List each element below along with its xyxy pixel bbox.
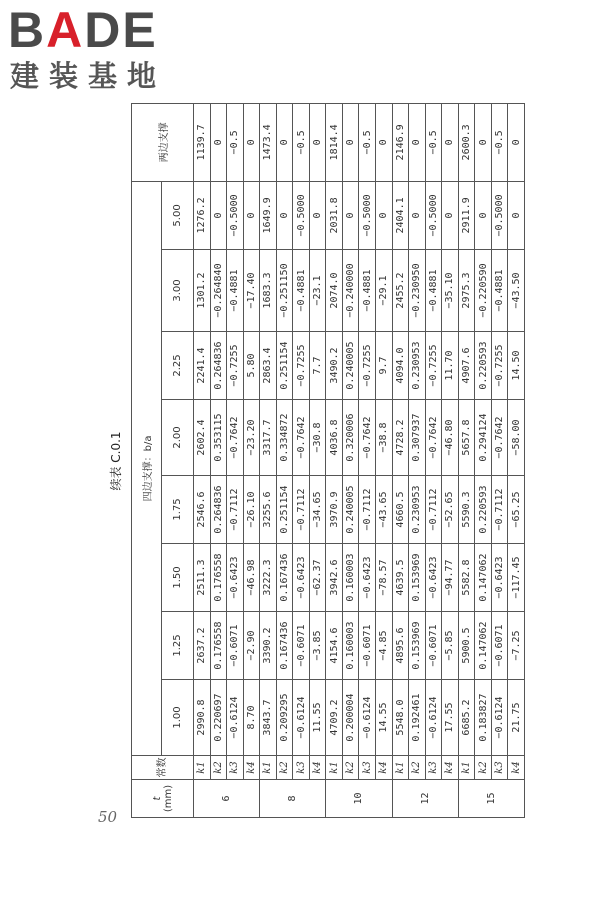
table-row [243,103,260,817]
coefficient-label: k1 [194,756,211,780]
value-cell: −0.6124 [359,680,376,756]
value-cell: 0 [309,103,326,181]
table-row [342,103,359,817]
table-row [508,103,525,817]
value-cell: 1649.9 [260,181,277,249]
ratio-header-cell: 1.75 [162,476,194,544]
table-row [260,103,277,817]
table-row [210,103,227,817]
value-cell: −0.6071 [359,612,376,680]
value-cell: 4094.0 [392,332,409,400]
value-cell: −0.251150 [276,250,293,332]
value-cell: −0.6124 [491,680,508,756]
table-row [293,103,310,817]
value-cell: −46.80 [442,400,459,476]
value-cell: 1814.4 [326,103,343,181]
coefficient-label: k4 [508,756,525,780]
value-cell: 14.50 [508,332,525,400]
value-cell: 3255.6 [260,476,277,544]
value-cell: −5.85 [442,612,459,680]
value-cell: −0.6071 [425,612,442,680]
value-cell: 6685.2 [458,680,475,756]
value-cell: −30.8 [309,400,326,476]
rotated-content [105,104,525,818]
value-cell: −0.7112 [359,476,376,544]
value-cell: 4154.6 [326,612,343,680]
value-cell: 2602.4 [194,400,211,476]
value-cell: 21.75 [508,680,525,756]
coefficient-label: k3 [293,756,310,780]
ratio-header-cell: 1.00 [162,680,194,756]
value-cell: −0.7255 [227,332,244,400]
value-cell: −0.4881 [227,250,244,332]
value-cell: −35.10 [442,250,459,332]
value-cell: −34.65 [309,476,326,544]
value-cell: −0.6124 [293,680,310,756]
value-cell: −0.240000 [342,250,359,332]
coefficient-label: k3 [491,756,508,780]
value-cell: 0.209295 [276,680,293,756]
coefficient-label: k3 [227,756,244,780]
value-cell: 0.220593 [475,332,492,400]
value-cell: 2546.6 [194,476,211,544]
value-cell: −43.50 [508,250,525,332]
ratio-header-cell: 3.00 [162,250,194,332]
table-row [392,103,409,817]
value-cell: 0 [376,181,393,249]
value-cell: −0.7255 [491,332,508,400]
coefficient-label: k1 [326,756,343,780]
value-cell: 5900.5 [458,612,475,680]
page-number: 50 [98,808,118,826]
value-cell: −0.5000 [359,181,376,249]
value-cell: −0.220590 [475,250,492,332]
value-cell: −0.4881 [293,250,310,332]
value-cell: −0.7112 [425,476,442,544]
thickness-cell: 15 [458,780,524,818]
value-cell: 11.55 [309,680,326,756]
coefficient-label: k3 [359,756,376,780]
table-row [442,103,459,817]
value-cell: 0.147062 [475,612,492,680]
value-cell: 0 [376,103,393,181]
value-cell: −0.7642 [425,400,442,476]
value-cell: −62.37 [309,544,326,612]
value-cell: 0.160003 [342,544,359,612]
value-cell: 2990.8 [194,680,211,756]
value-cell: −0.7255 [293,332,310,400]
thickness-cell: 8 [260,780,326,818]
value-cell: 0.294124 [475,400,492,476]
value-cell: 5548.0 [392,680,409,756]
coefficient-label: k3 [425,756,442,780]
value-cell: 0.264836 [210,332,227,400]
value-cell: −2.90 [243,612,260,680]
coefficient-label: k1 [458,756,475,780]
value-cell: −4.85 [376,612,393,680]
value-cell: 2600.3 [458,103,475,181]
value-cell: 3843.7 [260,680,277,756]
value-cell: 5.80 [243,332,260,400]
value-cell: −0.5 [293,103,310,181]
value-cell: 1683.3 [260,250,277,332]
value-cell: −0.7112 [491,476,508,544]
value-cell: 0 [508,181,525,249]
value-cell: 3490.2 [326,332,343,400]
value-cell: 0.192461 [409,680,426,756]
value-cell: 0.167436 [276,612,293,680]
value-cell: 4036.8 [326,400,343,476]
table-row [376,103,393,817]
value-cell: 1276.2 [194,181,211,249]
value-cell: 0.264836 [210,476,227,544]
value-cell: −0.5 [491,103,508,181]
value-cell: −0.5000 [491,181,508,249]
value-cell: 2911.9 [458,181,475,249]
value-cell: 4660.5 [392,476,409,544]
value-cell: 0 [342,103,359,181]
value-cell: 0 [409,181,426,249]
value-cell: 0.307937 [409,400,426,476]
coefficient-label: k2 [276,756,293,780]
value-cell: 17.55 [442,680,459,756]
value-cell: −23.1 [309,250,326,332]
table-row [309,103,326,817]
value-cell: −43.65 [376,476,393,544]
ratio-header-cell: 2.00 [162,400,194,476]
value-cell: 0.176558 [210,612,227,680]
value-cell: 4895.6 [392,612,409,680]
value-cell: −0.7255 [359,332,376,400]
value-cell: 2511.3 [194,544,211,612]
ratio-header-row [162,103,194,817]
value-cell: −0.230950 [409,250,426,332]
value-cell: 0.220593 [475,476,492,544]
value-cell: 5657.8 [458,400,475,476]
value-cell: −0.5000 [227,181,244,249]
value-cell: 0 [210,103,227,181]
value-cell: −0.7255 [425,332,442,400]
thickness-header: t (mm) [132,780,194,818]
logo [8,2,193,94]
table-title: 续表 C.0.1 [109,431,123,491]
value-cell: 0.160003 [342,612,359,680]
value-cell: −38.8 [376,400,393,476]
value-cell: −0.6423 [491,544,508,612]
value-cell: 9.7 [376,332,393,400]
value-cell: −0.7642 [227,400,244,476]
value-cell: 2146.9 [392,103,409,181]
value-cell: 0 [409,103,426,181]
value-cell: 4709.2 [326,680,343,756]
value-cell: 1473.4 [260,103,277,181]
value-cell: −0.5000 [425,181,442,249]
value-cell: −0.6124 [227,680,244,756]
logo-wordmark: BADE [8,2,158,58]
coefficient-label: k4 [442,756,459,780]
ratio-header-cell: 1.25 [162,612,194,680]
value-cell: 3390.2 [260,612,277,680]
value-cell: −94.77 [442,544,459,612]
value-cell: 0.183827 [475,680,492,756]
value-cell: 0 [243,103,260,181]
value-cell: 0 [276,181,293,249]
value-cell: 2404.1 [392,181,409,249]
coefficient-label: k2 [342,756,359,780]
coefficient-label: k4 [309,756,326,780]
value-cell: 14.55 [376,680,393,756]
value-cell: 0.153969 [409,612,426,680]
value-cell: 0 [475,181,492,249]
value-cell: 0.153969 [409,544,426,612]
value-cell: −0.264840 [210,250,227,332]
value-cell: −7.25 [508,612,525,680]
ratio-header-cell: 5.00 [162,181,194,249]
value-cell: −0.7642 [491,400,508,476]
value-cell: 0 [243,181,260,249]
value-cell: −0.5 [227,103,244,181]
table-row [227,103,244,817]
value-cell: 2863.4 [260,332,277,400]
table-row [326,103,343,817]
value-cell: −52.65 [442,476,459,544]
ratio-header-cell: 1.50 [162,544,194,612]
value-cell: −0.4881 [491,250,508,332]
value-cell: 1301.2 [194,250,211,332]
table-row [491,103,508,817]
value-cell: 0.230953 [409,332,426,400]
coefficient-label: k2 [475,756,492,780]
value-cell: 2637.2 [194,612,211,680]
value-cell: 3317.7 [260,400,277,476]
value-cell: −0.7642 [359,400,376,476]
value-cell: 0.147062 [475,544,492,612]
value-cell: 0 [442,103,459,181]
coefficient-label: k4 [243,756,260,780]
value-cell: −0.5 [425,103,442,181]
table-row [458,103,475,817]
value-cell: −65.25 [508,476,525,544]
value-cell: −0.4881 [425,250,442,332]
value-cell: −26.10 [243,476,260,544]
table-row [276,103,293,817]
two-edge-support-header: 两边支撑 [132,103,194,181]
value-cell: −78.57 [376,544,393,612]
value-cell: −58.00 [508,400,525,476]
value-cell: 2031.8 [326,181,343,249]
value-cell: −0.6423 [425,544,442,612]
value-cell: 4639.5 [392,544,409,612]
value-cell: 0.251154 [276,332,293,400]
value-cell: 8.70 [243,680,260,756]
value-cell: −29.1 [376,250,393,332]
value-cell: −3.85 [309,612,326,680]
value-cell: 5582.8 [458,544,475,612]
value-cell: 1139.7 [194,103,211,181]
value-cell: 0.251154 [276,476,293,544]
value-cell: −0.6423 [359,544,376,612]
value-cell: 0 [210,181,227,249]
value-cell: 0.334872 [276,400,293,476]
value-cell: 0 [276,103,293,181]
value-cell: 0 [342,181,359,249]
coefficient-label: k1 [392,756,409,780]
value-cell: −0.5000 [293,181,310,249]
table-row [475,103,492,817]
value-cell: 3942.6 [326,544,343,612]
value-cell: −0.6071 [293,612,310,680]
value-cell: 0.240005 [342,476,359,544]
value-cell: 11.70 [442,332,459,400]
value-cell: −0.5 [359,103,376,181]
value-cell: 0 [508,103,525,181]
coefficient-label: k2 [409,756,426,780]
value-cell: 0.200004 [342,680,359,756]
value-cell: 0 [309,181,326,249]
value-cell: 0.167436 [276,544,293,612]
thickness-cell: 10 [326,780,392,818]
value-cell: −0.7112 [293,476,310,544]
value-cell: −0.6071 [227,612,244,680]
constant-header: 常数 [132,756,194,780]
value-cell: 0.230953 [409,476,426,544]
coefficient-label: k1 [260,756,277,780]
value-cell: 0.353115 [210,400,227,476]
four-edge-support-header: 四边支撑：b/a [132,181,162,755]
value-cell: 3970.9 [326,476,343,544]
logo-chinese-text: 建装基地 [10,59,167,93]
value-cell: 0 [442,181,459,249]
value-cell: −0.6124 [425,680,442,756]
value-cell: 2074.0 [326,250,343,332]
ratio-header-cell: 2.25 [162,332,194,400]
value-cell: −0.7112 [227,476,244,544]
value-cell: 7.7 [309,332,326,400]
value-cell: 0.320006 [342,400,359,476]
value-cell: −0.6423 [227,544,244,612]
value-cell: −117.45 [508,544,525,612]
value-cell: 3222.3 [260,544,277,612]
table-row [409,103,426,817]
table-row [359,103,376,817]
value-cell: 5590.3 [458,476,475,544]
table-row [425,103,442,817]
thickness-cell: 6 [194,780,260,818]
value-cell: 2455.2 [392,250,409,332]
value-cell: 0.240005 [342,332,359,400]
coefficient-label: k4 [376,756,393,780]
thickness-cell: 12 [392,780,458,818]
value-cell: −0.4881 [359,250,376,332]
value-cell: 4907.6 [458,332,475,400]
table-row [194,103,211,817]
value-cell: −17.40 [243,250,260,332]
value-cell: 2975.3 [458,250,475,332]
coefficient-label: k2 [210,756,227,780]
value-cell: −0.6423 [293,544,310,612]
value-cell: 0.220697 [210,680,227,756]
rotated-table-container [105,104,525,818]
value-cell: 0 [475,103,492,181]
value-cell: 0.176558 [210,544,227,612]
value-cell: 2241.4 [194,332,211,400]
value-cell: −23.20 [243,400,260,476]
coefficient-table [131,103,525,818]
value-cell: −0.7642 [293,400,310,476]
value-cell: −0.6071 [491,612,508,680]
value-cell: −46.98 [243,544,260,612]
value-cell: 4728.2 [392,400,409,476]
table-body [194,103,525,817]
